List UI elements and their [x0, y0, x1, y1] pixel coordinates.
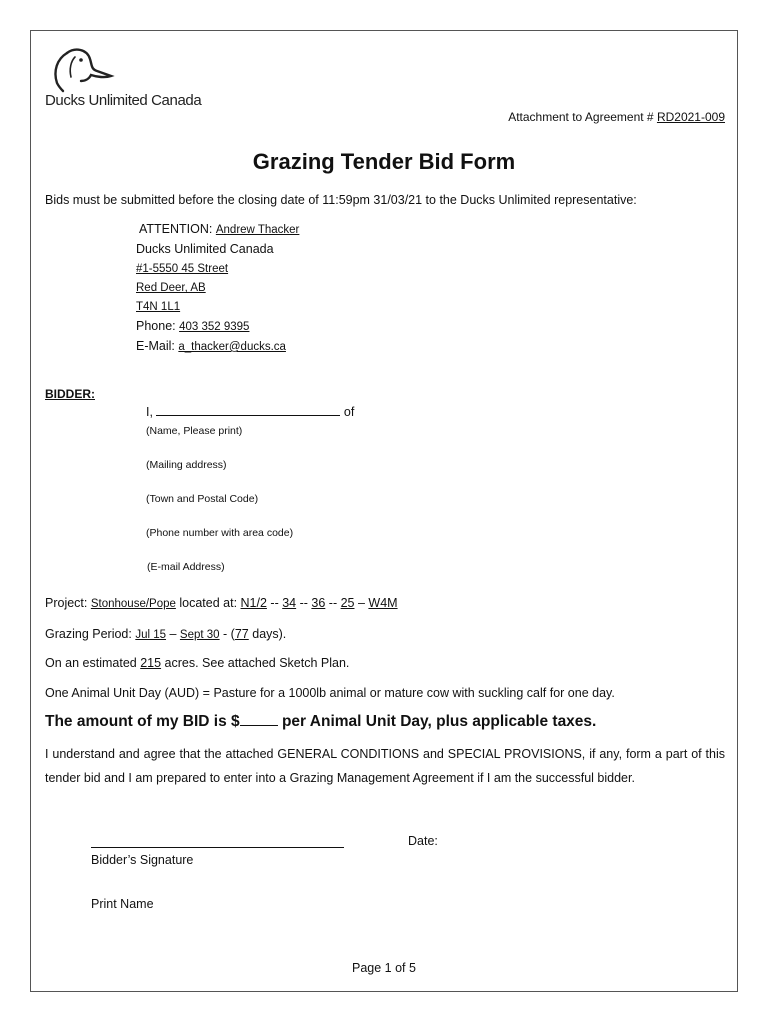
- grazing-label: Grazing Period:: [45, 627, 136, 641]
- document-page: [30, 30, 738, 992]
- attention-name: Andrew Thacker: [215, 224, 300, 236]
- attention-line: [139, 222, 299, 236]
- date-label: Date:: [408, 834, 438, 848]
- address-street: #1-5550 45 Street: [136, 263, 229, 275]
- sep: --: [296, 596, 312, 610]
- address-postal: T4N 1L1: [136, 301, 181, 313]
- email-hint: (E-mail Address): [147, 561, 225, 573]
- duck-head-icon: [45, 45, 115, 93]
- phone-label: Phone:: [136, 319, 180, 333]
- agreement-number: RD2021-009: [656, 110, 725, 124]
- bid-prefix: The amount of my BID is $: [45, 713, 240, 730]
- days-label: days).: [248, 627, 287, 641]
- mailing-hint: (Mailing address): [146, 459, 227, 471]
- sep: –: [354, 596, 369, 610]
- project-line: [45, 596, 398, 610]
- sep: --: [325, 596, 341, 610]
- project-meridian: W4M: [368, 596, 398, 610]
- acres-suffix: acres. See attached Sketch Plan.: [161, 656, 350, 670]
- sep: –: [166, 627, 180, 641]
- grazing-end: Sept 30: [179, 629, 220, 641]
- address-org: Ducks Unlimited Canada: [136, 242, 274, 256]
- signature-label: Bidder’s Signature: [91, 853, 194, 867]
- page-number: Page 1 of 5: [352, 961, 416, 975]
- bidder-name-field[interactable]: [156, 415, 340, 416]
- phone-value: 403 352 9395: [179, 321, 250, 333]
- email-link[interactable]: a_thacker@ducks.ca: [178, 341, 286, 353]
- bid-amount-line: [45, 713, 596, 731]
- i-label: I,: [146, 405, 157, 419]
- sep: --: [266, 596, 283, 610]
- grazing-days: 77: [234, 627, 249, 641]
- located-label: located at:: [175, 596, 241, 610]
- bidder-heading: BIDDER:: [45, 387, 95, 401]
- project-township: 36: [311, 596, 326, 610]
- print-name-label: Print Name: [91, 897, 154, 911]
- of-label: of: [343, 405, 355, 419]
- address-email: [136, 339, 286, 353]
- bid-suffix: per Animal Unit Day, plus applicable taxes.: [281, 713, 597, 730]
- attention-label: ATTENTION:: [139, 222, 216, 236]
- email-label: E-Mail:: [136, 339, 179, 353]
- signature-line[interactable]: [91, 847, 344, 848]
- acres-prefix: On an estimated: [45, 656, 141, 670]
- org-name: Ducks Unlimited Canada: [45, 92, 202, 109]
- project-section: 34: [282, 596, 297, 610]
- bid-amount-field[interactable]: [240, 725, 278, 726]
- project-label: Project:: [45, 596, 91, 610]
- attachment-prefix: Attachment to Agreement #: [508, 110, 657, 124]
- address-city: Red Deer, AB: [136, 282, 206, 294]
- page-title: Grazing Tender Bid Form: [252, 149, 516, 174]
- acres-line: [45, 656, 349, 670]
- project-range: 25: [340, 596, 355, 610]
- aud-definition: One Animal Unit Day (AUD) = Pasture for a 1000lb animal or mature cow with suckling calf for one day.: [45, 686, 615, 700]
- bidder-name-line: [146, 405, 354, 419]
- name-hint: (Name, Please print): [146, 425, 243, 437]
- town-hint: (Town and Postal Code): [146, 493, 259, 505]
- agreement-paragraph: I understand and agree that the attached GENERAL CONDITIONS and SPECIAL PROVISIONS, if any, form a part of this tender bid and I am prepared to enter into a Grazing Management Agreement if I am the successful bidder.: [45, 747, 725, 785]
- grazing-period-line: [45, 627, 286, 641]
- address-phone: [136, 319, 249, 333]
- intro-text: Bids must be submitted before the closing date of 11:59pm 31/03/21 to the Ducks Unlimited representative:: [45, 193, 637, 207]
- phone-hint: (Phone number with area code): [146, 527, 294, 539]
- sep: - (: [219, 627, 235, 641]
- grazing-start: Jul 15: [135, 629, 167, 641]
- project-name: Stonhouse/Pope: [90, 598, 176, 610]
- ducks-unlimited-logo: [45, 45, 202, 109]
- project-lsd: N1/2: [240, 596, 267, 610]
- acres-value: 215: [140, 656, 162, 670]
- attachment-line: [508, 110, 725, 124]
